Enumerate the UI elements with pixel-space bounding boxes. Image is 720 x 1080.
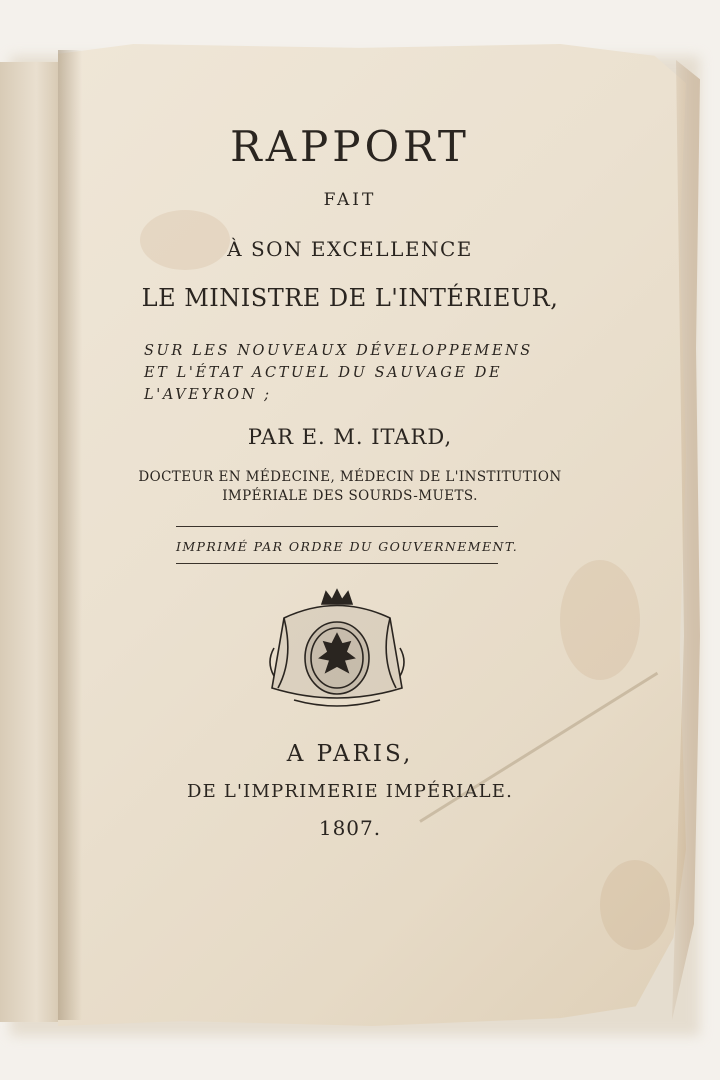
foxing-stain	[600, 860, 670, 950]
spine-shadow	[58, 50, 82, 1020]
subtitle-block	[130, 340, 570, 406]
foxing-stain	[560, 560, 640, 680]
subtitle-line: SUR LES NOUVEAUX DÉVELOPPEMENS	[144, 343, 533, 359]
subtitle-line: L'AVEYRON ;	[144, 387, 272, 403]
top-rule	[176, 526, 498, 527]
page-title: RAPPORT	[230, 122, 470, 171]
credentials-block	[130, 468, 570, 506]
line-ministre: LE MINISTRE DE L'INTÉRIEUR,	[141, 284, 559, 312]
credentials-line: DOCTEUR EN MÉDECINE, MÉDECIN DE L'INSTITUTION	[138, 469, 562, 485]
imprint-printer: DE L'IMPRIMERIE IMPÉRIALE.	[186, 781, 514, 802]
author-line: PAR E. M. ITARD,	[247, 425, 453, 449]
imprint-year: 1807.	[318, 816, 382, 840]
imperial-arms-emblem	[264, 588, 410, 718]
credentials-line: IMPÉRIALE DES SOURDS-MUETS.	[222, 488, 478, 504]
imprimatur-line: IMPRIMÉ PAR ORDRE DU GOUVERNEMENT.	[176, 539, 519, 554]
left-page-edge	[0, 62, 66, 1022]
line-excellence: À SON EXCELLENCE	[227, 237, 473, 261]
bottom-rule	[176, 563, 498, 564]
imprint-city: A PARIS,	[286, 741, 414, 767]
line-fait: FAIT	[323, 190, 377, 210]
subtitle-line: ET L'ÉTAT ACTUEL DU SAUVAGE DE	[144, 365, 503, 381]
